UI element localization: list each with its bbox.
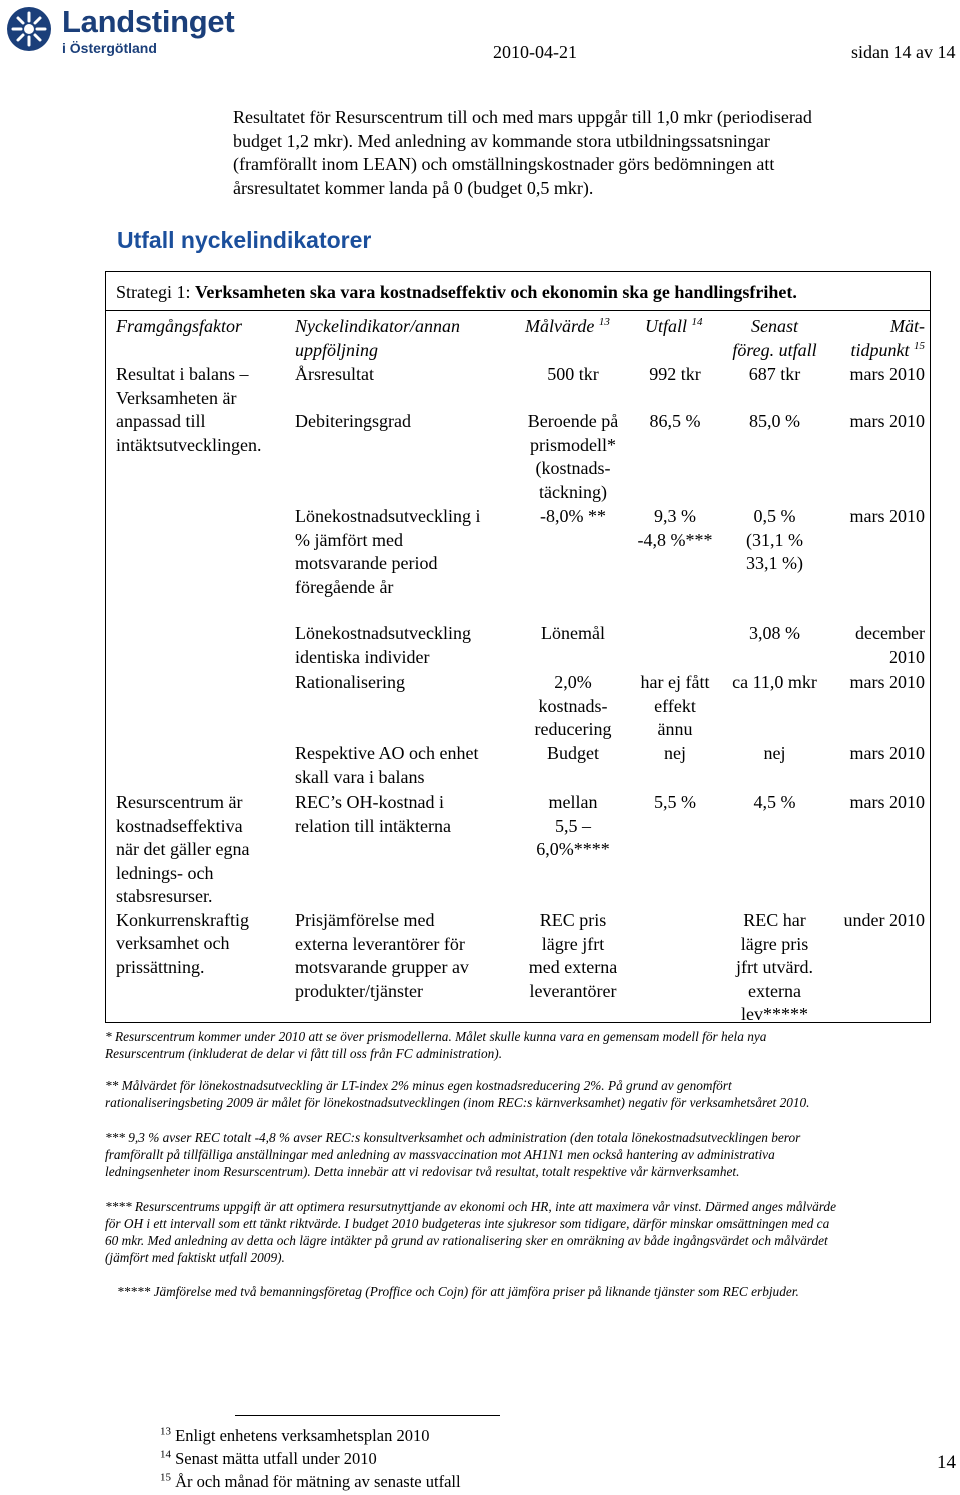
cell-line: motsvarande grupper av <box>295 957 469 977</box>
cell-time <box>828 410 925 434</box>
cell-outcome <box>630 363 720 387</box>
cell-line: leverantörer <box>529 980 617 1001</box>
cell-previous <box>722 909 827 1027</box>
cell-target <box>516 742 630 766</box>
cell-time <box>828 671 925 695</box>
footnote-block <box>117 1283 937 1300</box>
factor-line: Resultat i balans – <box>116 364 249 384</box>
cell-target <box>516 363 630 387</box>
cell-outcome <box>630 410 720 434</box>
cell-line: Debiteringsgrad <box>295 411 411 431</box>
cell-line: Prisjämförelse med <box>295 910 435 930</box>
cell-line: 500 tkr <box>547 364 599 384</box>
logo-wordmark: Landstinget <box>62 4 235 39</box>
cell-line: 85,0 % <box>749 411 800 431</box>
cell-target <box>516 410 630 504</box>
cell-line: mars 2010 <box>849 506 925 526</box>
cell-indicator <box>295 742 520 789</box>
footnote-line: ** Målvärdet för lönekostnadsutveckling är LT-index 2% minus egen kostnadsreducering 2%. På grund av genomfört <box>105 1078 732 1093</box>
footnote-line: för OH i ett intervall som ett tänkt riktvärde. I budget 2010 budgeteras inte sjukresor som tidigare, därför minskar omsättningen med ca <box>105 1216 830 1231</box>
logo-subtitle: i Östergötland <box>62 40 157 56</box>
footnote-block <box>105 1129 925 1180</box>
cell-target <box>516 622 630 646</box>
cell-indicator <box>295 410 520 434</box>
footnote-number: 13 <box>160 1425 171 1438</box>
cell-line: externa leverantörer för <box>295 933 465 954</box>
cell-indicator <box>295 909 520 1003</box>
cell-line: lägre jfrt <box>541 933 605 954</box>
cell-indicator <box>295 363 520 387</box>
landstinget-emblem-icon <box>6 6 52 52</box>
footnote-text: Senast mätta utfall under 2010 <box>175 1449 377 1468</box>
footnote-line: * Resurscentrum kommer under 2010 att se över prismodellerna. Målet skulle kunna vara en gemensam modell för hela nya <box>105 1029 767 1044</box>
cell-line: relation till intäkterna <box>295 815 451 836</box>
cell-line: 5,5 – <box>555 815 591 836</box>
cell-line: mellan <box>548 792 598 812</box>
strategy-prefix: Strategi 1: <box>116 282 195 302</box>
header-nyckel-line2: uppföljning <box>295 339 379 360</box>
cell-line: mars 2010 <box>849 792 925 812</box>
document-date: 2010-04-21 <box>493 42 577 62</box>
footnote-ref: 13 <box>598 316 610 328</box>
cell-line: ca 11,0 mkr <box>732 672 817 692</box>
cell-outcome <box>630 671 720 742</box>
cell-line: % jämfört med <box>295 529 403 550</box>
landstinget-logo <box>6 4 246 56</box>
footnote-ref: 14 <box>691 316 703 328</box>
cell-line: 3,08 % <box>749 623 800 643</box>
footnote-separator <box>235 1415 500 1416</box>
cell-line: Lönemål <box>541 623 605 643</box>
cell-line: 4,5 % <box>753 792 796 812</box>
cell-line: identiska individer <box>295 646 430 667</box>
header-framgangsfaktor: Framgångsfaktor <box>116 316 242 336</box>
success-factor-1 <box>116 363 261 457</box>
header-matpunkt <box>828 315 925 362</box>
cell-time <box>828 909 925 933</box>
cell-line: 2,0% <box>554 672 592 692</box>
cell-line: skall vara i balans <box>295 766 425 787</box>
cell-target <box>516 671 630 742</box>
cell-previous <box>722 671 827 695</box>
factor-line: Resurscentrum är <box>116 792 243 812</box>
cell-line: täckning) <box>539 481 607 502</box>
header-mat-line1: Mät- <box>890 316 925 336</box>
cell-line: motsvarande period <box>295 553 438 573</box>
cell-line: mars 2010 <box>849 364 925 384</box>
cell-previous <box>722 791 827 815</box>
footnote-line: ledningsenheter inom Resurscentrum). Detta innebär att vi redovisar två resultat, totalt respektive vår kärnverksamhet. <box>105 1164 740 1179</box>
cell-line: Rationalisering <box>295 672 405 692</box>
cell-line: 687 tkr <box>748 364 801 384</box>
cell-indicator <box>295 505 520 599</box>
page-number: 14 <box>937 1452 956 1473</box>
footnote-text: År och månad för mätning av senaste utfall <box>175 1472 461 1491</box>
cell-line: Årsresultat <box>295 364 374 384</box>
cell-line: 2010 <box>889 646 925 667</box>
factor-line: Verksamheten är <box>116 387 237 408</box>
strategy-divider <box>105 310 931 311</box>
cell-line: Lönekostnadsutveckling i <box>295 506 481 526</box>
cell-line: har ej fått <box>640 672 710 692</box>
cell-target <box>516 909 630 1003</box>
cell-target <box>516 791 630 862</box>
cell-line: mars 2010 <box>849 411 925 431</box>
footnote-block <box>105 1077 925 1111</box>
cell-line: jfrt utvärd. <box>736 957 813 977</box>
bottom-footnote-13 <box>160 1426 429 1446</box>
header-mat-label: tidpunkt <box>850 339 910 360</box>
cell-line: mars 2010 <box>849 672 925 692</box>
section-heading: Utfall nyckelindikatorer <box>117 227 372 253</box>
cell-previous <box>722 742 827 766</box>
cell-line: ännu <box>657 719 693 739</box>
factor-line: anpassad till <box>116 411 206 431</box>
cell-line: nej <box>763 743 786 763</box>
cell-line: effekt <box>654 695 696 716</box>
cell-line: REC pris <box>539 910 607 930</box>
cell-line: REC har <box>743 910 806 930</box>
cell-line: lev***** <box>741 1004 808 1024</box>
cell-indicator <box>295 671 520 695</box>
cell-time <box>828 622 925 669</box>
cell-line: (kostnads- <box>535 458 611 478</box>
cell-indicator <box>295 791 520 838</box>
factor-line: kostnadseffektiva <box>116 815 243 836</box>
header-senast <box>722 315 827 362</box>
footnote-line: (jämfört med faktiskt utfall 2009). <box>105 1250 285 1265</box>
cell-time <box>828 505 925 529</box>
cell-line: med externa <box>528 957 618 977</box>
cell-line: -8,0% ** <box>540 506 606 526</box>
factor-line: Konkurrenskraftig <box>116 909 249 930</box>
footnote-line: ***** Jämförelse med två bemanningsföretag (Proffice och Cojn) för att jämföra priser på liknande tjänster som REC erbjuder. <box>117 1284 799 1299</box>
cell-previous <box>722 622 827 646</box>
success-factor-2 <box>116 791 249 979</box>
bottom-footnote-15 <box>160 1472 461 1492</box>
cell-indicator <box>295 622 520 669</box>
cell-line: kostnads- <box>538 695 608 716</box>
cell-outcome <box>630 742 720 766</box>
footnote-number: 14 <box>160 1448 171 1461</box>
cell-line: mars 2010 <box>849 743 925 763</box>
footnote-line: Resurscentrum (inkluderat de delar vi fått till oss från FC administration). <box>105 1046 503 1061</box>
footnote-block <box>105 1028 925 1062</box>
page-indicator: sidan 14 av 14 <box>851 42 956 62</box>
intro-line: budget 1,2 mkr). Med anledning av kommande stora utbildningssatsningar <box>233 130 770 151</box>
header-senast-line2: föreg. utfall <box>732 339 817 360</box>
cell-line: 9,3 % <box>654 506 696 526</box>
cell-line: 992 tkr <box>649 364 701 384</box>
cell-line: 0,5 % <box>753 506 796 526</box>
cell-outcome <box>630 791 720 815</box>
factor-line: lednings- och <box>116 862 214 883</box>
cell-line: (31,1 % <box>746 529 803 550</box>
cell-previous <box>722 410 827 434</box>
cell-previous <box>722 363 827 387</box>
intro-line: årsresultatet kommer landa på 0 (budget 0,5 mkr). <box>233 177 594 198</box>
header-senast-line1: Senast <box>751 316 798 336</box>
cell-line: REC’s OH-kostnad i <box>295 792 445 812</box>
footnote-ref: 15 <box>914 339 925 352</box>
cell-line: Lönekostnadsutveckling <box>295 623 471 643</box>
cell-line: 6,0%**** <box>536 839 610 859</box>
cell-line: under 2010 <box>843 910 925 930</box>
footnote-line: framförallt på tillfälliga anställningar med anledning av massvaccination mot AH1N1 men också hantering av administrativa <box>105 1147 775 1162</box>
cell-previous <box>722 505 827 576</box>
footnote-text: Enligt enhetens verksamhetsplan 2010 <box>175 1426 430 1445</box>
intro-paragraph <box>233 106 923 200</box>
cell-line: Budget <box>547 743 599 763</box>
cell-line: lägre pris <box>740 933 809 954</box>
footnote-line: *** 9,3 % avser REC totalt -4,8 % avser REC:s konsultverksamhet och administration (den totala lönekostnadsutvecklingen beror <box>105 1130 801 1145</box>
header-utfall <box>645 315 703 339</box>
cell-line: 33,1 %) <box>746 553 803 573</box>
footnote-line: **** Resurscentrums uppgift är att optimera resursutnyttjande av ekonomi och HR, inte att maximera vår vinst. Därmed anges målvärde <box>105 1199 836 1214</box>
cell-line: prismodell* <box>530 434 616 455</box>
footnote-line: 60 mkr. Med anledning av detta och lägre intäkter på grund av rationalisering sker en omräkning av både ingångsvärdet och målvärdet <box>105 1233 828 1248</box>
factor-line: stabsresurser. <box>116 886 213 906</box>
cell-line: december <box>855 623 925 643</box>
cell-time <box>828 791 925 815</box>
header-malvarde <box>525 315 610 339</box>
cell-line: -4,8 %*** <box>637 529 713 550</box>
cell-line: reducering <box>534 719 612 739</box>
strategy-row <box>116 281 797 305</box>
factor-line: när det gäller egna <box>116 839 250 859</box>
header-nyckelindikator <box>295 315 460 362</box>
cell-line: 5,5 % <box>654 792 696 812</box>
cell-line: Beroende på <box>527 411 619 431</box>
cell-line: föregående år <box>295 576 394 597</box>
strategy-text: Verksamheten ska vara kostnadseffektiv och ekonomin ska ge handlingsfrihet. <box>195 282 797 302</box>
header-utfall-label: Utfall <box>645 316 688 336</box>
footnote-number: 15 <box>160 1471 171 1484</box>
factor-line: verksamhet och <box>116 933 230 953</box>
cell-line: Respektive AO och enhet <box>295 743 479 763</box>
bottom-footnote-14 <box>160 1449 377 1469</box>
cell-target <box>516 505 630 529</box>
cell-line: 86,5 % <box>649 411 701 431</box>
cell-outcome <box>630 505 720 552</box>
cell-time <box>828 363 925 387</box>
footnote-block <box>105 1198 925 1266</box>
cell-line: externa <box>748 980 801 1001</box>
header-nyckel-line1: Nyckelindikator/annan <box>295 316 460 336</box>
footnote-line: rationaliseringsbeting 2009 är målet för lönekostnadsutvecklingen (inom REC:s kärnverksamhet) negativ för verksamhetsåret 2010. <box>105 1095 810 1110</box>
cell-time <box>828 742 925 766</box>
factor-line: intäktsutvecklingen. <box>116 434 262 455</box>
cell-line: nej <box>664 743 686 763</box>
cell-line: produkter/tjänster <box>295 980 423 1001</box>
factor-line: prissättning. <box>116 956 205 977</box>
header-mat-line2 <box>828 339 925 363</box>
header-malvarde-label: Målvärde <box>525 316 595 336</box>
intro-line: (framförallt inom LEAN) och omställningskostnader görs bedömningen att <box>233 154 775 174</box>
intro-line: Resultatet för Resurscentrum till och med mars uppgår till 1,0 mkr (periodiserad <box>233 107 812 127</box>
